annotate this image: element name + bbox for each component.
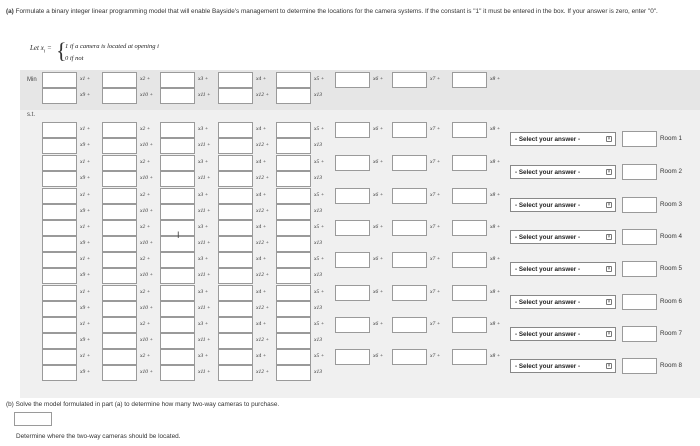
var-label: x13 — [314, 142, 322, 148]
constraint-sense-select[interactable] — [510, 295, 616, 309]
var-label: x2 + — [140, 159, 151, 165]
var-label: x12 + — [256, 240, 270, 246]
var-label: x11 + — [198, 92, 211, 98]
rhs-input[interactable] — [622, 294, 657, 310]
coef-input-x6[interactable] — [335, 317, 370, 333]
var-label: x1 + — [80, 321, 91, 327]
var-label: x9 + — [80, 92, 91, 98]
var-label: x1 + — [80, 159, 91, 165]
var-label: x11 + — [198, 142, 211, 148]
two-way-cameras-input[interactable] — [14, 412, 52, 426]
var-label: x13 — [314, 369, 322, 375]
var-label: x7 + — [430, 289, 441, 295]
room-label: Room 7 — [660, 330, 683, 337]
coef-input-x1[interactable] — [42, 317, 77, 333]
chevron-down-icon: ˅ — [607, 266, 611, 272]
var-label: x6 + — [373, 76, 384, 82]
var-label: x6 + — [373, 159, 384, 165]
var-label: x4 + — [256, 289, 267, 295]
var-label: x4 + — [256, 353, 267, 359]
var-label: x8 + — [490, 256, 501, 262]
definition-case-one: 1 if a camera is located at opening i — [65, 43, 159, 50]
coef-input-x11[interactable] — [160, 333, 195, 349]
coef-input-x7[interactable] — [392, 122, 427, 138]
coef-input-x5[interactable] — [276, 349, 311, 365]
coef-input-x4[interactable] — [218, 220, 253, 236]
var-label: x12 + — [256, 208, 270, 214]
var-label: x7 + — [430, 256, 441, 262]
var-label: x2 + — [140, 76, 151, 82]
var-label: x4 + — [256, 192, 267, 198]
var-label: x9 + — [80, 175, 91, 181]
rhs-input[interactable] — [622, 197, 657, 213]
constraint-sense-select[interactable] — [510, 230, 616, 244]
coef-input-x2[interactable] — [102, 72, 137, 88]
coef-input-x6[interactable] — [335, 349, 370, 365]
select-label: - Select your answer - — [515, 168, 581, 176]
coef-input-x9[interactable] — [42, 301, 77, 317]
room-label: Room 2 — [660, 168, 683, 175]
coef-input-x10[interactable] — [102, 236, 137, 252]
coef-input-x13[interactable] — [276, 268, 311, 284]
var-label: x4 + — [256, 126, 267, 132]
coef-input-x5[interactable] — [276, 188, 311, 204]
coef-input-x5[interactable] — [276, 285, 311, 301]
var-label: x7 + — [430, 224, 441, 230]
var-label: x1 + — [80, 256, 91, 262]
coef-input-x12[interactable] — [218, 204, 253, 220]
coef-input-x6[interactable] — [335, 252, 370, 268]
var-label: x4 + — [256, 76, 267, 82]
coef-input-x7[interactable] — [392, 285, 427, 301]
coef-input-x7[interactable] — [392, 155, 427, 171]
coef-input-x1[interactable] — [42, 155, 77, 171]
var-label: x8 + — [490, 224, 501, 230]
coef-input-x6[interactable] — [335, 122, 370, 138]
var-label: x10 + — [140, 92, 154, 98]
coef-input-x8[interactable] — [452, 252, 487, 268]
constraint-sense-select[interactable] — [510, 262, 616, 276]
constraint-sense-select[interactable] — [510, 327, 616, 341]
var-label: x10 + — [140, 305, 154, 311]
coef-input-x1[interactable] — [42, 188, 77, 204]
constraint-sense-select[interactable] — [510, 165, 616, 179]
coef-input-x2[interactable] — [102, 188, 137, 204]
room-label: Room 6 — [660, 298, 683, 305]
var-label: x8 + — [490, 76, 501, 82]
coef-input-x9[interactable] — [42, 236, 77, 252]
var-label: x2 + — [140, 289, 151, 295]
coef-input-x8[interactable] — [452, 220, 487, 236]
constraint-sense-select[interactable] — [510, 198, 616, 212]
var-label: x1 + — [80, 76, 91, 82]
var-label: x13 — [314, 272, 322, 278]
coef-input-x10[interactable] — [102, 88, 137, 104]
coef-input-x10[interactable] — [102, 171, 137, 187]
var-label: x4 + — [256, 256, 267, 262]
var-label: x5 + — [314, 192, 325, 198]
var-label: x13 — [314, 240, 322, 246]
coef-input-x7[interactable] — [392, 188, 427, 204]
var-label: x8 + — [490, 126, 501, 132]
var-label: x5 + — [314, 321, 325, 327]
var-label: x3 + — [198, 321, 209, 327]
var-label: x1 + — [80, 126, 91, 132]
coef-input-x3[interactable] — [160, 122, 195, 138]
var-label: x5 + — [314, 159, 325, 165]
var-label: x8 + — [490, 159, 501, 165]
var-label: x3 + — [198, 256, 209, 262]
chevron-down-icon: ˅ — [607, 331, 611, 337]
coef-input-x1[interactable] — [42, 252, 77, 268]
select-label: - Select your answer - — [515, 265, 581, 273]
select-label: - Select your answer - — [515, 135, 581, 143]
var-label: x13 — [314, 337, 322, 343]
var-label: x11 + — [198, 208, 211, 214]
coef-input-x13[interactable] — [276, 138, 311, 154]
coef-input-x4[interactable] — [218, 252, 253, 268]
var-label: x13 — [314, 305, 322, 311]
definition-let: Let $x_i$ = — [30, 44, 52, 55]
var-label: x13 — [314, 92, 322, 98]
coef-input-x4[interactable] — [218, 72, 253, 88]
room-label: Room 8 — [660, 362, 683, 369]
coef-input-x4[interactable] — [218, 317, 253, 333]
coef-input-x11[interactable] — [160, 88, 195, 104]
var-label: x10 + — [140, 337, 154, 343]
coef-input-x11[interactable] — [160, 301, 195, 317]
coef-input-x13[interactable] — [276, 171, 311, 187]
var-label: x2 + — [140, 353, 151, 359]
coef-input-x12[interactable] — [218, 301, 253, 317]
coef-input-x9[interactable] — [42, 333, 77, 349]
var-label: x6 + — [373, 353, 384, 359]
var-label: x5 + — [314, 256, 325, 262]
var-label: x9 + — [80, 240, 91, 246]
var-label: x5 + — [314, 224, 325, 230]
var-label: x8 + — [490, 321, 501, 327]
var-label: x6 + — [373, 289, 384, 295]
var-label: x4 + — [256, 224, 267, 230]
coef-input-x5[interactable] — [276, 252, 311, 268]
var-label: x8 + — [490, 289, 501, 295]
var-label: x6 + — [373, 321, 384, 327]
chevron-down-icon: ˅ — [607, 299, 611, 305]
var-label: x1 + — [80, 353, 91, 359]
coef-input-x7[interactable] — [392, 349, 427, 365]
coef-input-x4[interactable] — [218, 349, 253, 365]
select-label: - Select your answer - — [515, 330, 581, 338]
coef-input-x5[interactable] — [276, 122, 311, 138]
coef-input-x8[interactable] — [452, 122, 487, 138]
coef-input-x1[interactable] — [42, 122, 77, 138]
coef-input-x2[interactable] — [102, 285, 137, 301]
var-label: x13 — [314, 208, 322, 214]
room-label: Room 4 — [660, 233, 683, 240]
var-label: x12 + — [256, 142, 270, 148]
rhs-input[interactable] — [622, 358, 657, 374]
var-label: x7 + — [430, 159, 441, 165]
var-label: x9 + — [80, 337, 91, 343]
var-label: x8 + — [490, 192, 501, 198]
coef-input-x3[interactable] — [160, 72, 195, 88]
var-label: x3 + — [198, 353, 209, 359]
var-label: x4 + — [256, 159, 267, 165]
rhs-input[interactable] — [622, 229, 657, 245]
coef-input-x1[interactable] — [42, 72, 77, 88]
var-label: x9 + — [80, 142, 91, 148]
coef-input-x12[interactable] — [218, 268, 253, 284]
coef-input-x9[interactable] — [42, 268, 77, 284]
coef-input-x7[interactable] — [392, 317, 427, 333]
var-label: x12 + — [256, 305, 270, 311]
rhs-input[interactable] — [622, 261, 657, 277]
select-label: - Select your answer - — [515, 233, 581, 241]
coef-input-x6[interactable] — [335, 285, 370, 301]
coef-input-x2[interactable] — [102, 122, 137, 138]
var-label: x13 — [314, 175, 322, 181]
coef-input-x8[interactable] — [452, 349, 487, 365]
var-label: x7 + — [430, 321, 441, 327]
select-label: - Select your answer - — [515, 201, 581, 209]
coef-input-x12[interactable] — [218, 88, 253, 104]
var-label: x5 + — [314, 126, 325, 132]
var-label: x10 + — [140, 142, 154, 148]
coef-input-x13[interactable] — [276, 88, 311, 104]
question-a-text: Formulate a binary integer linear programming model that will enable Bayside's management to determine the locations for the camera systems. If the constant is "1" it must be entered in the box. If your answer is zero, enter "0". — [15, 8, 658, 15]
var-label: x5 + — [314, 353, 325, 359]
objective-label: Min — [27, 77, 37, 83]
var-label: x7 + — [430, 126, 441, 132]
var-label: x6 + — [373, 126, 384, 132]
coef-input-x8[interactable] — [452, 72, 487, 88]
question-b-text: (b) Solve the model formulated in part (a) to determine how many two-way cameras to purchase. — [6, 401, 280, 408]
var-label: x2 + — [140, 192, 151, 198]
coef-input-x2[interactable] — [102, 220, 137, 236]
coef-input-x3[interactable] — [160, 285, 195, 301]
chevron-down-icon: ˅ — [607, 234, 611, 240]
coef-input-x8[interactable] — [452, 155, 487, 171]
coef-input-x1[interactable] — [42, 285, 77, 301]
question-b-determine: Determine where the two-way cameras should be located. — [16, 433, 181, 440]
var-label: x3 + — [198, 126, 209, 132]
room-label: Room 5 — [660, 265, 683, 272]
question-a — [6, 7, 696, 17]
rhs-input[interactable] — [622, 131, 657, 147]
coef-input-x10[interactable] — [102, 268, 137, 284]
coef-input-x5[interactable] — [276, 220, 311, 236]
var-label: x3 + — [198, 192, 209, 198]
var-label: x5 + — [314, 289, 325, 295]
var-label: x9 + — [80, 208, 91, 214]
coef-input-x10[interactable] — [102, 333, 137, 349]
coef-input-x4[interactable] — [218, 122, 253, 138]
var-label: x6 + — [373, 192, 384, 198]
var-label: x12 + — [256, 272, 270, 278]
var-label: x1 + — [80, 224, 91, 230]
coef-input-x3[interactable] — [160, 155, 195, 171]
var-label: x11 + — [198, 369, 211, 375]
coef-input-x4[interactable] — [218, 155, 253, 171]
coef-input-x7[interactable] — [392, 72, 427, 88]
room-label: Room 3 — [660, 201, 683, 208]
coef-input-x7[interactable] — [392, 220, 427, 236]
coef-input-x6[interactable] — [335, 155, 370, 171]
var-label: x11 + — [198, 337, 211, 343]
var-label: x9 + — [80, 272, 91, 278]
constraint-sense-select[interactable] — [510, 359, 616, 373]
coef-input-x5[interactable] — [276, 155, 311, 171]
chevron-down-icon: ˅ — [607, 202, 611, 208]
var-label: x3 + — [198, 289, 209, 295]
definition-case-zero: 0 if not — [65, 55, 84, 62]
coef-input-x12[interactable] — [218, 236, 253, 252]
var-label: x4 + — [256, 321, 267, 327]
var-label: x11 + — [198, 305, 211, 311]
var-label: x7 + — [430, 76, 441, 82]
coef-input-x5[interactable] — [276, 317, 311, 333]
coef-input-x11[interactable] — [160, 268, 195, 284]
coef-input-x10[interactable] — [102, 365, 137, 381]
var-label: x12 + — [256, 369, 270, 375]
var-label: x5 + — [314, 76, 325, 82]
var-label: x9 + — [80, 305, 91, 311]
coef-input-x10[interactable] — [102, 138, 137, 154]
coef-input-x10[interactable] — [102, 204, 137, 220]
coef-input-x13[interactable] — [276, 333, 311, 349]
var-label: x10 + — [140, 240, 154, 246]
coef-input-x3[interactable] — [160, 349, 195, 365]
var-label: x12 + — [256, 337, 270, 343]
chevron-down-icon: ˅ — [607, 169, 611, 175]
var-label: x1 + — [80, 192, 91, 198]
var-label: x7 + — [430, 353, 441, 359]
var-label: x3 + — [198, 159, 209, 165]
coef-input-x1[interactable] — [42, 220, 77, 236]
coef-input-x2[interactable] — [102, 349, 137, 365]
coef-input-x5[interactable] — [276, 72, 311, 88]
var-label: x6 + — [373, 224, 384, 230]
coef-input-x11[interactable] — [160, 204, 195, 220]
var-label: x10 + — [140, 208, 154, 214]
coef-input-x3[interactable] — [160, 252, 195, 268]
var-label: x2 + — [140, 126, 151, 132]
var-label: x10 + — [140, 175, 154, 181]
var-label: x6 + — [373, 256, 384, 262]
coef-input-x8[interactable] — [452, 285, 487, 301]
coef-input-x9[interactable] — [42, 365, 77, 381]
coef-input-x10[interactable] — [102, 301, 137, 317]
coef-input-x13[interactable] — [276, 204, 311, 220]
chevron-down-icon: ˅ — [607, 363, 611, 369]
question-a-label: (a) — [6, 8, 14, 15]
coef-input-x9[interactable] — [42, 88, 77, 104]
coef-input-x2[interactable] — [102, 317, 137, 333]
coef-input-x12[interactable] — [218, 333, 253, 349]
select-label: - Select your answer - — [515, 362, 581, 370]
coef-input-x11[interactable] — [160, 138, 195, 154]
var-label: x2 + — [140, 321, 151, 327]
room-label: Room 1 — [660, 135, 683, 142]
var-label: x8 + — [490, 353, 501, 359]
coef-input-x9[interactable] — [42, 171, 77, 187]
coef-input-x9[interactable] — [42, 138, 77, 154]
text-cursor-icon: I — [177, 230, 180, 240]
var-label: x12 + — [256, 175, 270, 181]
coef-input-x13[interactable] — [276, 301, 311, 317]
coef-input-x3[interactable] — [160, 188, 195, 204]
coef-input-x4[interactable] — [218, 188, 253, 204]
var-label: x2 + — [140, 256, 151, 262]
var-label: x9 + — [80, 369, 91, 375]
coef-input-x3[interactable] — [160, 317, 195, 333]
coef-input-x11[interactable] — [160, 365, 195, 381]
var-label: x1 + — [80, 289, 91, 295]
coef-input-x2[interactable] — [102, 155, 137, 171]
coef-input-x12[interactable] — [218, 138, 253, 154]
coef-input-x8[interactable] — [452, 188, 487, 204]
coef-input-x12[interactable] — [218, 171, 253, 187]
coef-input-x9[interactable] — [42, 204, 77, 220]
chevron-down-icon: ˅ — [607, 136, 611, 142]
coef-input-x6[interactable] — [335, 188, 370, 204]
select-label: - Select your answer - — [515, 298, 581, 306]
var-label: x3 + — [198, 76, 209, 82]
coef-input-x2[interactable] — [102, 252, 137, 268]
var-label: x2 + — [140, 224, 151, 230]
coef-input-x12[interactable] — [218, 365, 253, 381]
var-label: x11 + — [198, 272, 211, 278]
brace-symbol: { — [56, 38, 67, 63]
constraints-label: s.t. — [27, 112, 36, 118]
var-label: x11 + — [198, 175, 211, 181]
var-label: x10 + — [140, 369, 154, 375]
coef-input-x4[interactable] — [218, 285, 253, 301]
coef-input-x11[interactable] — [160, 171, 195, 187]
rhs-input[interactable] — [622, 164, 657, 180]
rhs-input[interactable] — [622, 326, 657, 342]
coef-input-x13[interactable] — [276, 365, 311, 381]
coef-input-x6[interactable] — [335, 220, 370, 236]
var-label: x11 + — [198, 240, 211, 246]
var-label: x10 + — [140, 272, 154, 278]
var-label: x12 + — [256, 92, 270, 98]
coef-input-x13[interactable] — [276, 236, 311, 252]
var-label: x3 + — [198, 224, 209, 230]
coef-input-x7[interactable] — [392, 252, 427, 268]
constraint-sense-select[interactable] — [510, 132, 616, 146]
var-label: x7 + — [430, 192, 441, 198]
coef-input-x6[interactable] — [335, 72, 370, 88]
coef-input-x8[interactable] — [452, 317, 487, 333]
coef-input-x1[interactable] — [42, 349, 77, 365]
